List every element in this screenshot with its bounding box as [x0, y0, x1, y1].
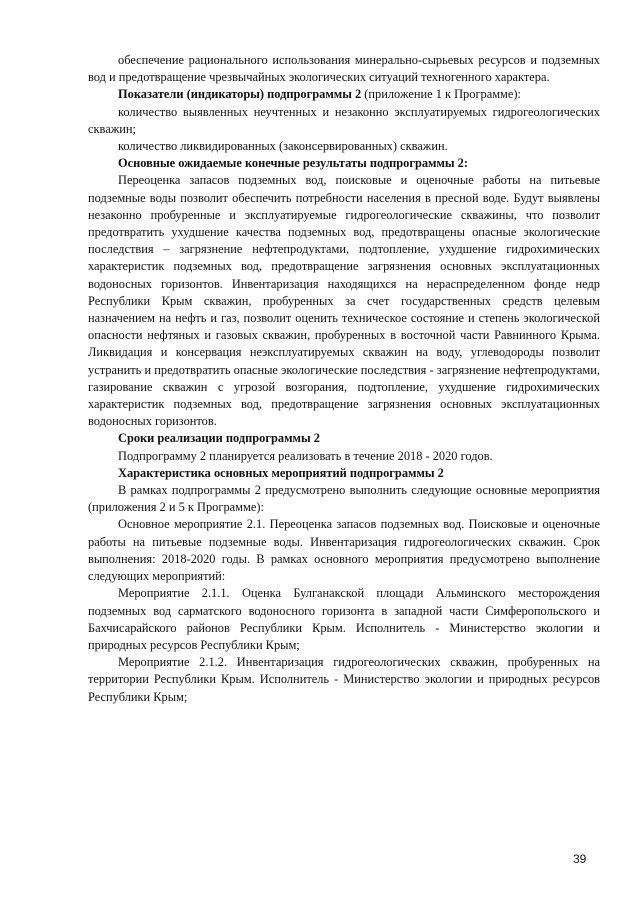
heading-implementation-period: Сроки реализации подпрограммы 2	[118, 431, 320, 446]
paragraph-expected-results: Переоценка запасов подземных вод, поисковые и оценочные работы на питьевые подземные воды позволит обеспечить потребности населения в пресной воде. Будут выявлены незаконно пробуренные и эксплуатируемые гидрогеологические скважины, что позволит предотвратить ухудшение качества подземных вод, предотвращены опасные экологические последствия – загрязнение нефтепродуктами, подтопление, ухудшение гидрохимических характеристик подземных вод, предотвращение загрязнения основных эксплуатационных водоносных горизонтов. Инвентаризация находящихся на нераспределенном фонде недр Республики Крым скважин, пробуренных за счет государственных средств целевым назначением на нефть и газ, позволит оценить техническое состояние и степень экологической опасности нефтяных и газовых скважин, пробуренных в восточной части Равнинного Крыма. Ликвидация и консервация неэксплуатируемых скважин на воду, углеводороды позволит устранить и предотвратить опасные экологические последствия - загрязнение нефтепродуктами, газирование скважин с угрозой возгорания, подтопление, ухудшение гидрохимических характеристик подземных вод, предотвращение загрязнения основных эксплуатационных водоносных горизонтов.	[88, 173, 600, 429]
page-number: 39	[573, 852, 587, 866]
paragraph-activity-2-1-1: Мероприятие 2.1.1. Оценка Булганакской площади Альминского месторождения подземных вод сарматского водоносного горизонта в западной части Симферопольского и Бахчисарайского районов Республики Крым. Исполнитель - Министерство экологии и природных ресурсов Республики Крым;	[88, 586, 600, 652]
paragraph-indicators	[88, 86, 600, 103]
paragraph-main-activity-2-1: Основное мероприятие 2.1. Переоценка запасов подземных вод. Поисковые и оценочные работы на питьевые подземные воды. Инвентаризация гидрогеологических скважин. Срок выполнения: 2018-2020 годы. В рамках основного мероприятия предусмотрено выполнение следующих мероприятий:	[88, 517, 600, 584]
indicator-item-liquidated-wells: количество ликвидированных (законсервированных) скважин.	[118, 139, 448, 154]
paragraph-activities-intro: В рамках подпрограммы 2 предусмотрено выполнить следующие основные мероприятия (приложения 2 и 5 к Программе):	[88, 483, 600, 515]
document-body	[88, 52, 600, 706]
paragraph-implementation-period: Подпрограмму 2 планируется реализовать в течение 2018 - 2020 годов.	[118, 448, 493, 463]
indicators-heading: Показатели (индикаторы) подпрограммы 2	[118, 87, 362, 102]
paragraph-goal-continuation: обеспечение рационального использования минерально-сырьевых ресурсов и подземных вод и предотвращение чрезвычайных экологических ситуаций техногенного характера.	[88, 53, 600, 85]
indicators-reference: (приложение 1 к Программе):	[361, 87, 521, 102]
indicator-item-unaccounted-wells: количество выявленных неучтенных и незаконно эксплуатируемых гидрогеологических скважин;	[88, 104, 600, 136]
paragraph-activity-2-1-2: Мероприятие 2.1.2. Инвентаризация гидрогеологических скважин, пробуренных на территории Республики Крым. Исполнитель - Министерство экологии и природных ресурсов Республики Крым;	[88, 655, 600, 704]
heading-main-activities: Характеристика основных мероприятий подпрограммы 2	[118, 465, 444, 480]
heading-expected-results: Основные ожидаемые конечные результаты подпрограммы 2:	[118, 156, 469, 171]
